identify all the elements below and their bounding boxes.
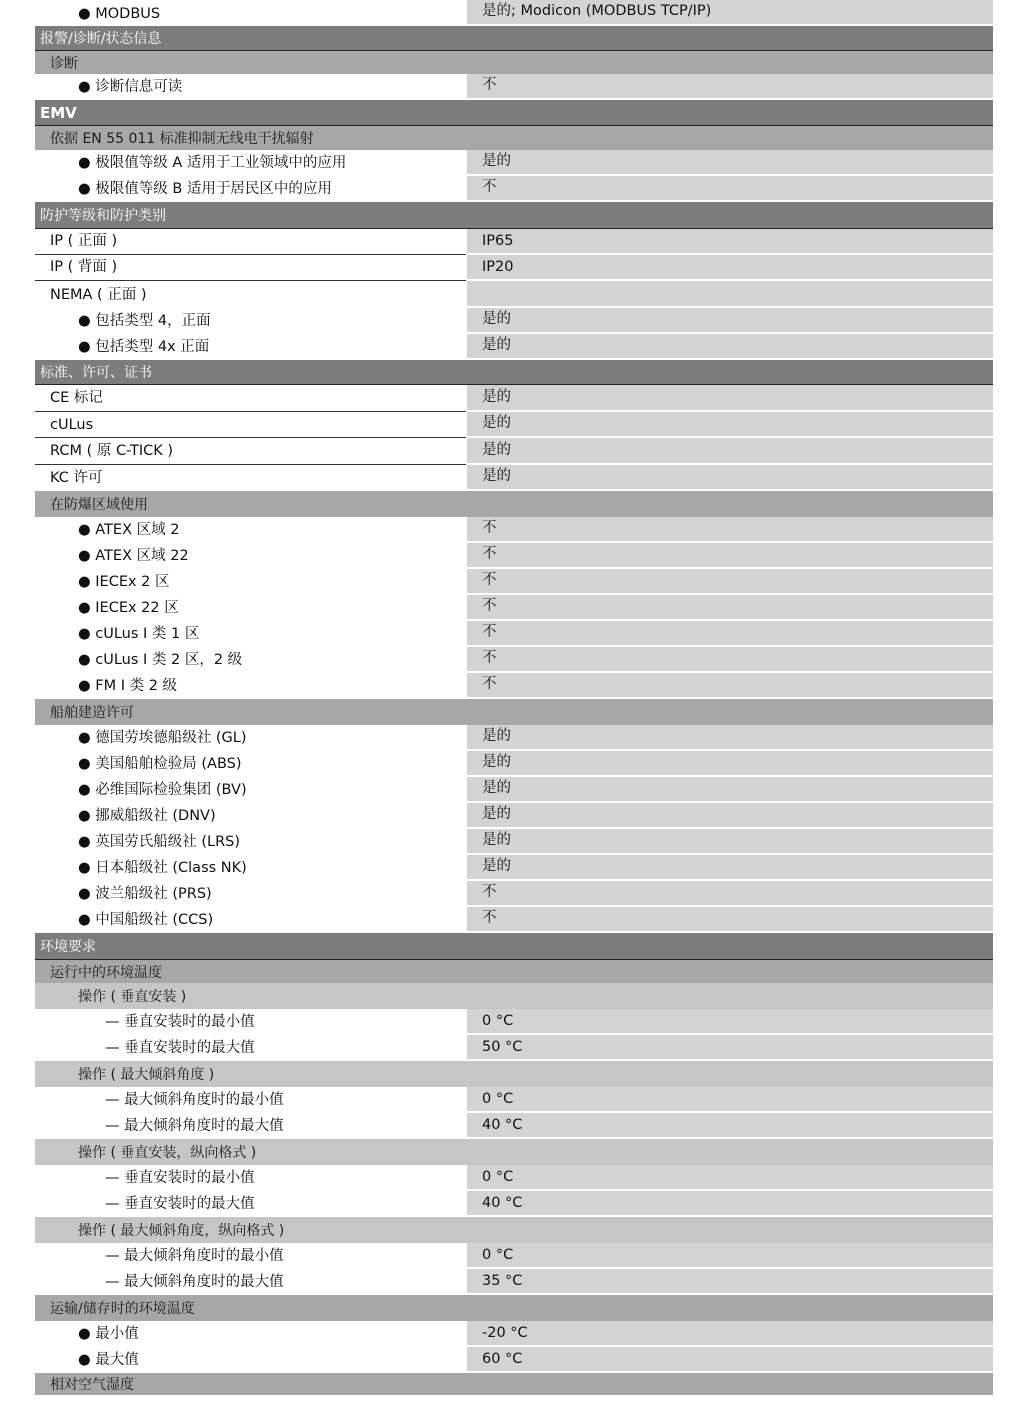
row-label: — 最大倾斜角度时的最小值 xyxy=(105,1092,284,1108)
row-label: ● 挪威船级社 (DNV) xyxy=(78,808,216,824)
row-value: 是的 xyxy=(467,385,993,412)
table-row xyxy=(35,803,993,829)
table-row xyxy=(35,1009,993,1035)
row-label: — 垂直安装时的最小值 xyxy=(105,1170,255,1186)
row-value: 不 xyxy=(467,647,993,673)
table-row xyxy=(35,725,993,751)
subsection-header xyxy=(35,126,993,150)
row-label: ● FM I 类 2 级 xyxy=(78,678,178,694)
row-value: IP65 xyxy=(467,229,993,255)
header-label: 船舶建造许可 xyxy=(50,705,134,721)
row-label: ● ATEX 区域 22 xyxy=(78,548,189,564)
row-value: 是的 xyxy=(467,308,993,334)
table-row xyxy=(35,1321,993,1347)
header-label: 在防爆区域使用 xyxy=(50,497,148,513)
table-row xyxy=(35,176,993,202)
subsection-header xyxy=(35,699,993,725)
row-value: 是的 xyxy=(467,751,993,777)
table-row xyxy=(35,595,993,621)
row-value: 是的 xyxy=(467,803,993,829)
row-value xyxy=(467,281,993,308)
header-label: 操作 ( 最大倾斜角度，纵向格式 ) xyxy=(78,1223,285,1239)
row-value: 是的 xyxy=(467,334,993,360)
row-value: 不 xyxy=(467,621,993,647)
row-label: ● 必维国际检验集团 (BV) xyxy=(78,782,247,798)
header-label: 运输/储存时的环境温度 xyxy=(50,1301,195,1317)
row-value: 不 xyxy=(467,569,993,595)
subsection-header xyxy=(35,1373,993,1395)
row-label: ● ATEX 区域 2 xyxy=(78,522,180,538)
row-label: ● 极限值等级 B 适用于居民区中的应用 xyxy=(78,181,332,197)
section-header xyxy=(35,933,993,960)
row-label: — 垂直安装时的最小值 xyxy=(105,1014,255,1030)
subsection-header xyxy=(35,1217,993,1243)
row-label: ● MODBUS xyxy=(78,6,161,22)
row-label: — 最大倾斜角度时的最小值 xyxy=(105,1248,284,1264)
subsection-header xyxy=(35,1295,993,1321)
row-value: 不 xyxy=(467,176,993,202)
table-row xyxy=(35,1035,993,1061)
row-label: CE 标记 xyxy=(35,385,466,412)
row-value: 40 °C xyxy=(467,1191,993,1217)
table-row xyxy=(35,1113,993,1139)
row-label: ● 最小值 xyxy=(78,1326,139,1342)
row-value: 不 xyxy=(467,673,993,699)
row-value: 是的 xyxy=(467,412,993,438)
row-label: ● IECEx 22 区 xyxy=(78,600,179,616)
section-header xyxy=(35,360,993,385)
row-value: 0 °C xyxy=(467,1009,993,1035)
row-value: 不 xyxy=(467,881,993,907)
row-value: 是的 xyxy=(467,855,993,881)
table-row xyxy=(35,438,993,465)
table-row xyxy=(35,855,993,881)
header-label: 标准、许可、证书 xyxy=(40,365,152,381)
header-label: 环境要求 xyxy=(40,939,96,955)
subsection-header xyxy=(35,983,993,1009)
table-row xyxy=(35,621,993,647)
subsection-header xyxy=(35,960,993,983)
subsection-header xyxy=(35,1061,993,1087)
row-value: 0 °C xyxy=(467,1243,993,1269)
row-value: IP20 xyxy=(467,255,993,281)
row-label: KC 许可 xyxy=(50,470,103,486)
row-label: ● 日本船级社 (Class NK) xyxy=(78,860,247,876)
row-value: 50 °C xyxy=(467,1035,993,1061)
table-row xyxy=(35,881,993,907)
row-label: cULus xyxy=(35,412,466,438)
table-row xyxy=(35,229,993,255)
row-label: ● 英国劳氏船级社 (LRS) xyxy=(78,834,241,850)
table-row xyxy=(35,647,993,673)
row-value: 不 xyxy=(467,74,993,100)
row-label: — 最大倾斜角度时的最大值 xyxy=(105,1118,284,1134)
table-row xyxy=(35,74,993,100)
subsection-header xyxy=(35,51,993,74)
row-value: 不 xyxy=(467,517,993,543)
row-label: IP ( 正面 ) xyxy=(35,229,466,255)
row-label: ● 包括类型 4，正面 xyxy=(78,313,211,329)
header-label: EMV xyxy=(40,103,77,122)
row-value: 不 xyxy=(467,907,993,933)
table-row xyxy=(35,1269,993,1295)
table-row xyxy=(35,1347,993,1373)
row-label: ● cULus I 类 1 区 xyxy=(78,626,200,642)
table-row xyxy=(35,1165,993,1191)
row-value: 是的 xyxy=(467,438,993,465)
row-label: ● 最大值 xyxy=(78,1352,139,1368)
table-row xyxy=(35,150,993,176)
row-label: ● 德国劳埃德船级社 (GL) xyxy=(78,730,247,746)
row-value: 不 xyxy=(467,543,993,569)
row-value: 是的 xyxy=(467,150,993,176)
row-value: 0 °C xyxy=(467,1087,993,1113)
table-row xyxy=(35,517,993,543)
row-label: IP ( 背面 ) xyxy=(35,255,466,281)
table-row xyxy=(35,907,993,933)
row-value: 是的 xyxy=(467,725,993,751)
row-value: -20 °C xyxy=(467,1321,993,1347)
header-label: 依据 EN 55 011 标准抑制无线电干扰辐射 xyxy=(50,131,314,147)
table-row xyxy=(35,385,993,412)
table-row xyxy=(35,308,993,334)
section-header xyxy=(35,100,993,126)
header-label: 防护等级和防护类别 xyxy=(40,208,166,224)
row-value: 是的; Modicon (MODBUS TCP/IP) xyxy=(467,0,993,26)
row-value: 35 °C xyxy=(467,1269,993,1295)
table-row xyxy=(35,1243,993,1269)
table-row xyxy=(35,465,993,491)
header-label: 相对空气湿度 xyxy=(50,1377,134,1393)
row-label: ● cULus I 类 2 区，2 级 xyxy=(78,652,243,668)
table-row xyxy=(35,0,993,26)
row-value: 是的 xyxy=(467,829,993,855)
row-label: ● IECEx 2 区 xyxy=(78,574,170,590)
row-label: — 垂直安装时的最大值 xyxy=(105,1196,255,1212)
spec-table xyxy=(35,0,993,1395)
row-label: — 最大倾斜角度时的最大值 xyxy=(105,1274,284,1290)
table-row xyxy=(35,777,993,803)
table-row xyxy=(35,334,993,360)
row-label: ● 美国船舶检验局 (ABS) xyxy=(78,756,242,772)
row-value: 是的 xyxy=(467,777,993,803)
row-value: 是的 xyxy=(467,465,993,491)
table-row xyxy=(35,543,993,569)
header-label: 操作 ( 最大倾斜角度 ) xyxy=(78,1067,215,1083)
subsection-header xyxy=(35,1139,993,1165)
header-label: 操作 ( 垂直安装，纵向格式 ) xyxy=(78,1145,257,1161)
header-label: 运行中的环境温度 xyxy=(50,964,162,981)
table-row xyxy=(35,1087,993,1113)
table-row xyxy=(35,569,993,595)
table-row xyxy=(35,829,993,855)
row-value: 60 °C xyxy=(467,1347,993,1373)
row-value: 不 xyxy=(467,595,993,621)
table-row xyxy=(35,281,993,308)
section-header xyxy=(35,26,993,51)
table-row xyxy=(35,255,993,281)
row-label: ● 波兰船级社 (PRS) xyxy=(78,886,212,902)
table-row xyxy=(35,1191,993,1217)
row-label: ● 诊断信息可读 xyxy=(78,79,183,95)
row-value: 0 °C xyxy=(467,1165,993,1191)
row-label: ● 包括类型 4x 正面 xyxy=(78,339,210,355)
row-value: 40 °C xyxy=(467,1113,993,1139)
table-row xyxy=(35,673,993,699)
row-label: NEMA ( 正面 ) xyxy=(50,287,147,303)
section-header xyxy=(35,202,993,229)
row-label: ● 极限值等级 A 适用于工业领域中的应用 xyxy=(78,155,347,171)
row-label: — 垂直安装时的最大值 xyxy=(105,1040,255,1056)
row-label: ● 中国船级社 (CCS) xyxy=(78,912,214,928)
table-row xyxy=(35,751,993,777)
table-row xyxy=(35,412,993,438)
header-label: 操作 ( 垂直安装 ) xyxy=(78,989,187,1005)
header-label: 报警/诊断/状态信息 xyxy=(40,31,162,47)
header-label: 诊断 xyxy=(50,55,78,72)
row-label: RCM ( 原 C-TICK ) xyxy=(35,438,466,465)
subsection-header xyxy=(35,491,993,517)
